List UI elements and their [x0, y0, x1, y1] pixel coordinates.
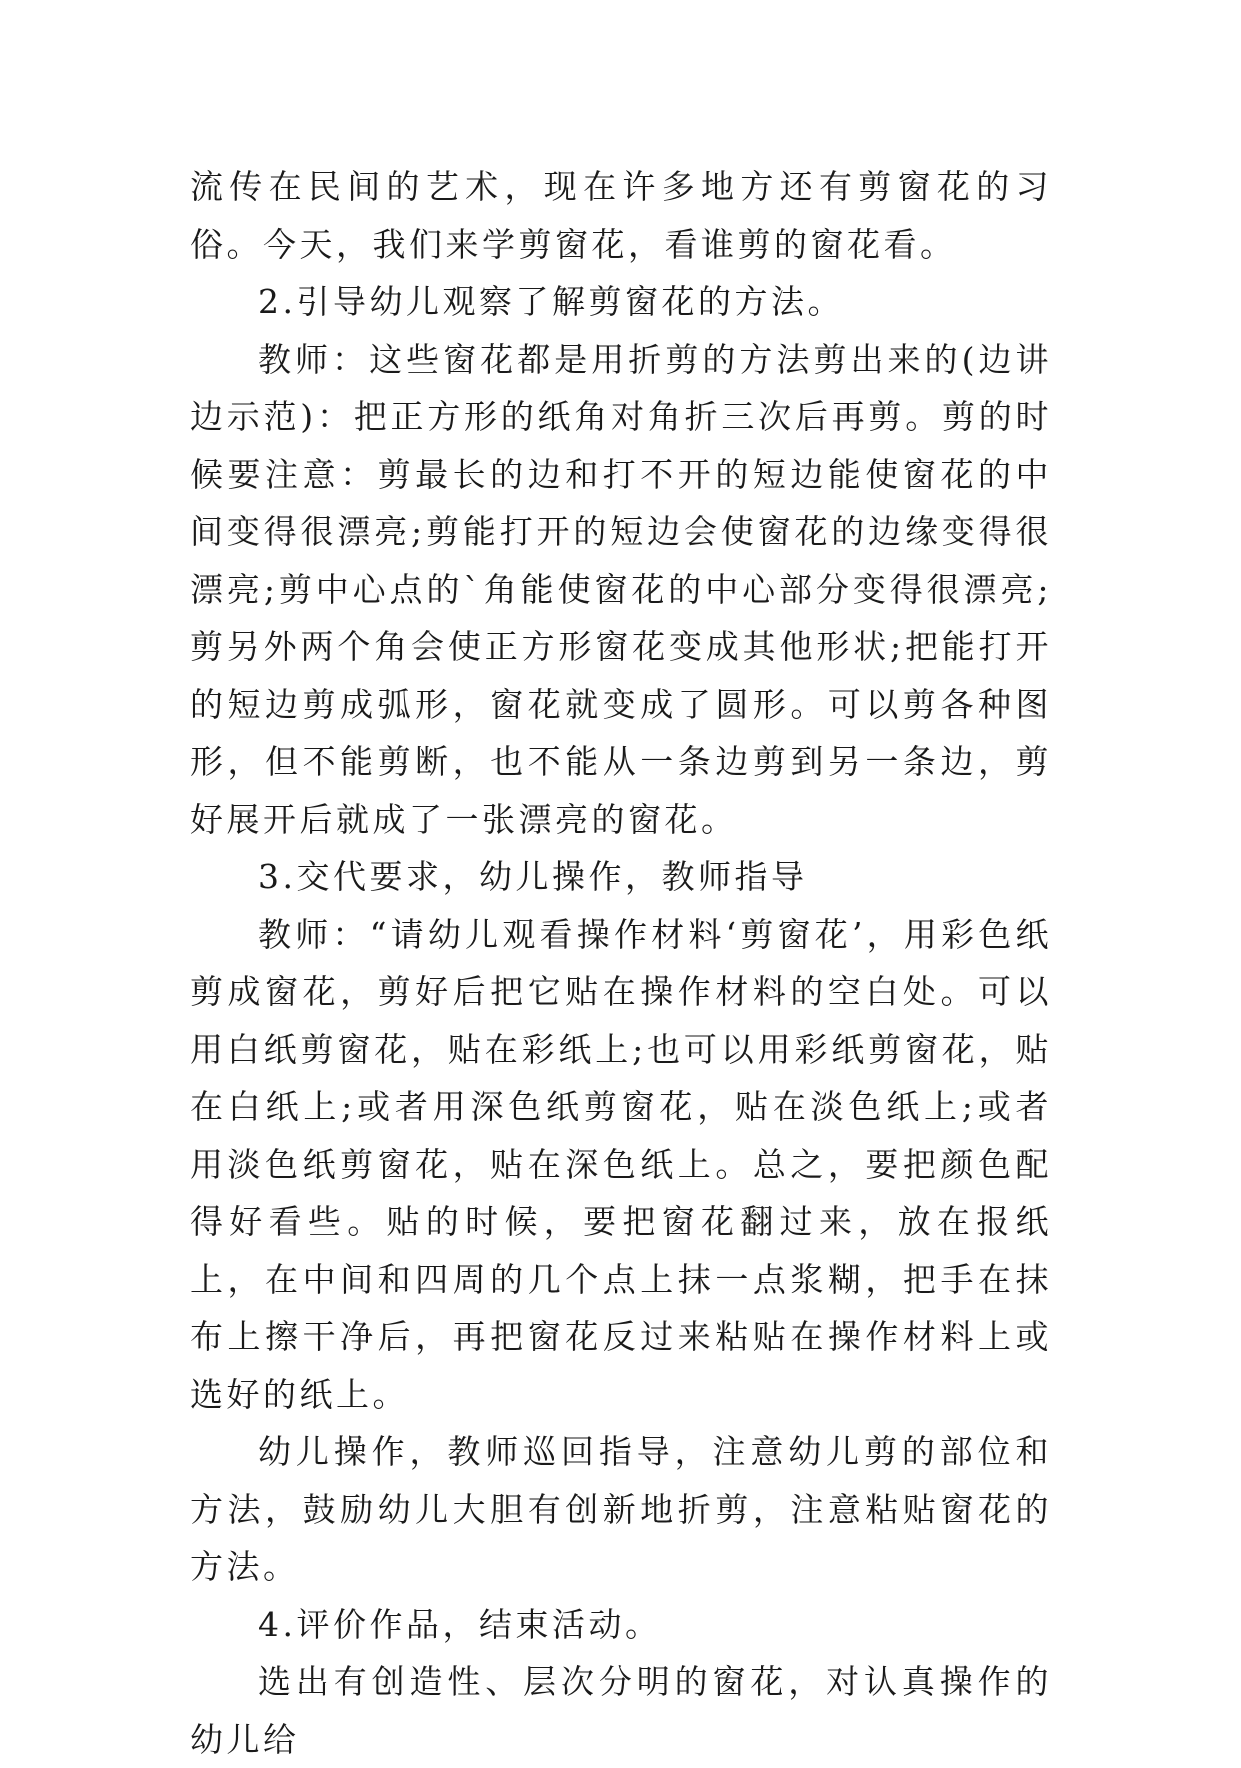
paragraph: 流传在民间的艺术，现在许多地方还有剪窗花的习俗。今天，我们来学剪窗花，看谁剪的窗花看。 — [190, 167, 1052, 264]
paragraph: 3.交代要求，幼儿操作，教师指导 — [258, 857, 808, 896]
paragraph: 4.评价作品，结束活动。 — [258, 1604, 662, 1644]
paragraph: 2.引导幼儿观察了解剪窗花的方法。 — [258, 282, 844, 321]
paragraph: 教师：“请幼儿观看操作材料‘剪窗花’，用彩色纸剪成窗花，剪好后把它贴在操作材料的空白处。可以用白纸剪窗花，贴在彩纸上;也可以用彩纸剪窗花，贴在白纸上;或者用深色纸剪窗花，贴在淡色纸上;或者用淡色纸剪窗花，贴在深色纸上。总之，要把颜色配得好看些。贴的时候，要把窗花翻过来，放在报纸上，在中间和四周的几个点上抹一点浆糊，把手在抹布上擦干净后，再把窗花反过来粘贴在操作材料上或选好的纸上。 — [190, 914, 1052, 1414]
document-body — [190, 158, 1052, 1768]
paragraph: 幼儿操作，教师巡回指导，注意幼儿剪的部位和方法，鼓励幼儿大胆有创新地折剪，注意粘贴窗花的方法。 — [190, 1432, 1052, 1586]
paragraph: 选出有创造性、层次分明的窗花，对认真操作的幼儿给 — [190, 1662, 1052, 1759]
paragraph: 教师：这些窗花都是用折剪的方法剪出来的(边讲边示范)：把正方形的纸角对角折三次后再剪。剪的时候要注意：剪最长的边和打不开的短边能使窗花的中间变得很漂亮;剪能打开的短边会使窗花的边缘变得很漂亮;剪中心点的`角能使窗花的中心部分变得很漂亮;剪另外两个角会使正方形窗花变成其他形状;把能打开的短边剪成弧形，窗花就变成了圆形。可以剪各种图形，但不能剪断，也不能从一条边剪到另一条边，剪好展开后就成了一张漂亮的窗花。 — [190, 339, 1052, 839]
